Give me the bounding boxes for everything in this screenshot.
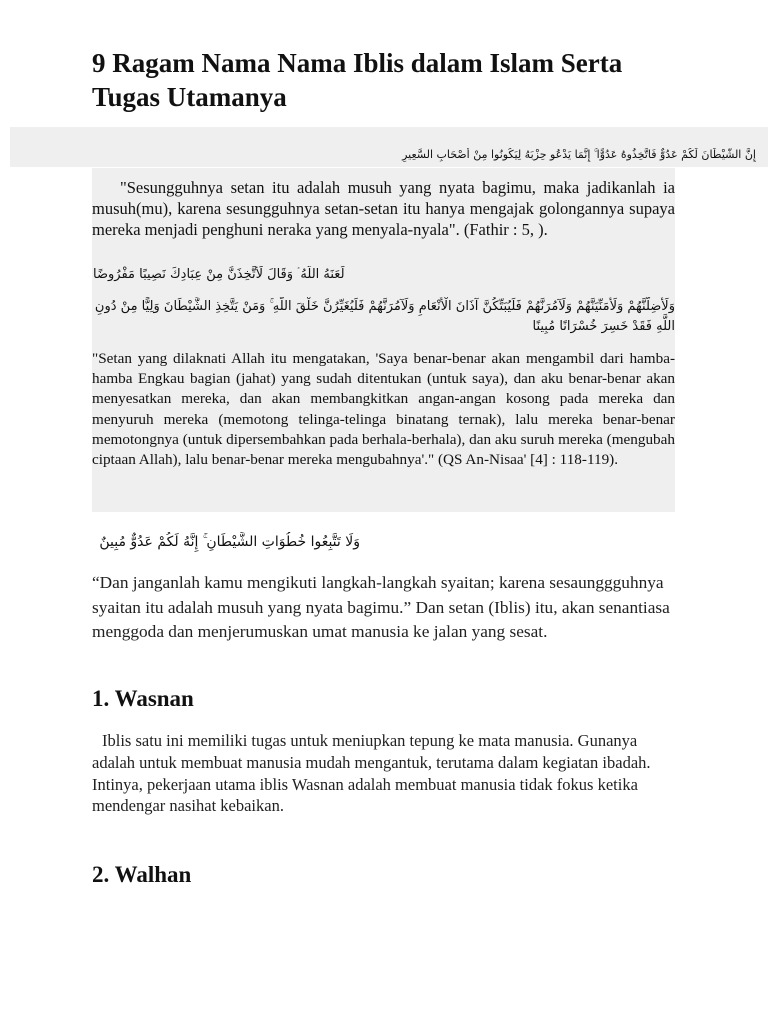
section-heading-wasnan: 1. Wasnan bbox=[92, 686, 194, 711]
page-title: 9 Ragam Nama Nama Iblis dalam Islam Serta Tugas Utamanya bbox=[92, 48, 623, 112]
arabic-verse-fathir: إِنَّ الشَّيْطَانَ لَكُمْ عَدُوٌّ فَاتَّخِذُوهُ عَدُوًّا ۚ إِنَّمَا يَدْعُو حِزْبَهُ لِيَكُونُوا مِنْ أَصْحَابِ السَّعِيرِ bbox=[402, 148, 756, 161]
quote-fathir-translation: "Sesungguhnya setan itu adalah musuh yang nyata bagimu, maka jadikanlah ia musuh(mu), karena sesungguhnya setan-setan itu hanya mengajak golongannya supaya mereka menjadi penghuni neraka yang menyala-nyala". (Fathir : 5, ). bbox=[92, 178, 675, 239]
section-heading-walhan: 2. Walhan bbox=[92, 862, 192, 887]
arabic-verse-annisa-part-2: وَلَأُضِلَّنَّهُمْ وَلَأُمَنِّيَنَّهُمْ وَلَآمُرَنَّهُمْ فَلَيُبَتِّكُنَّ آذَانَ الْأَنْعَامِ وَلَآمُرَنَّهُمْ فَلَيُغَيِّرُنَّ خَلْقَ اللَّهِ ۚ وَمَنْ يَتَّخِذِ الشَّيْطَانَ وَلِيًّا مِنْ دُونِ اللَّهِ فَقَدْ خَسِرَ خُسْرَانًا مُبِينًا bbox=[94, 299, 675, 334]
quote-highlight-block bbox=[92, 168, 675, 512]
arabic-verse-band bbox=[10, 127, 768, 167]
wasnan-paragraph: Iblis satu ini memiliki tugas untuk meniupkan tepung ke mata manusia. Gunanya adalah untuk membuat manusia mudah mengantuk, terutama dalam kegiatan ibadah. Intinya, pekerjaan utama iblis Wasnan adalah membuat manusia tidak fokus ketika mendengar nasihat kebaikan. bbox=[92, 731, 651, 816]
arabic-verse-annisa-part-1: لَعَنَهُ اللَّهُ ۘ وَقَالَ لَأَتَّخِذَنَّ مِنْ عِبَادِكَ نَصِيبًا مَفْرُوضًا bbox=[93, 267, 345, 282]
arabic-verse-baqarah: وَلَا تَتَّبِعُوا خُطُوَاتِ الشَّيْطَانِ ۚ إِنَّهُ لَكُمْ عَدُوٌّ مُبِينٌ bbox=[99, 534, 360, 550]
intro-paragraph: “Dan janganlah kamu mengikuti langkah-langkah syaitan; karena sesaunggguhnya syaitan itu adalah musuh yang nyata bagimu.” Dan setan (Iblis) itu, akan senantiasa menggoda dan menjerumuskan umat manusia ke jalan yang sesat. bbox=[92, 573, 670, 641]
quote-annisa-translation: "Setan yang dilaknati Allah itu mengatakan, 'Saya benar-benar akan mengambil dari hamba-hamba Engkau bagian (jahat) yang sudah ditentukan (untuk saya), dan aku benar-benar akan menyesatkan mereka, dan akan membangkitkan angan-angan kosong pada mereka dan menyuruh mereka (memotong telinga-telinga binatang ternak), lalu mereka benar-benar memotongnya (untuk dipersembahkan pada berhala-berhala), dan aku suruh mereka (mengubah ciptaan Allah), lalu benar-benar mereka mengubahnya'." (QS An-Nisaa' [4] : 118-119). bbox=[92, 350, 675, 469]
